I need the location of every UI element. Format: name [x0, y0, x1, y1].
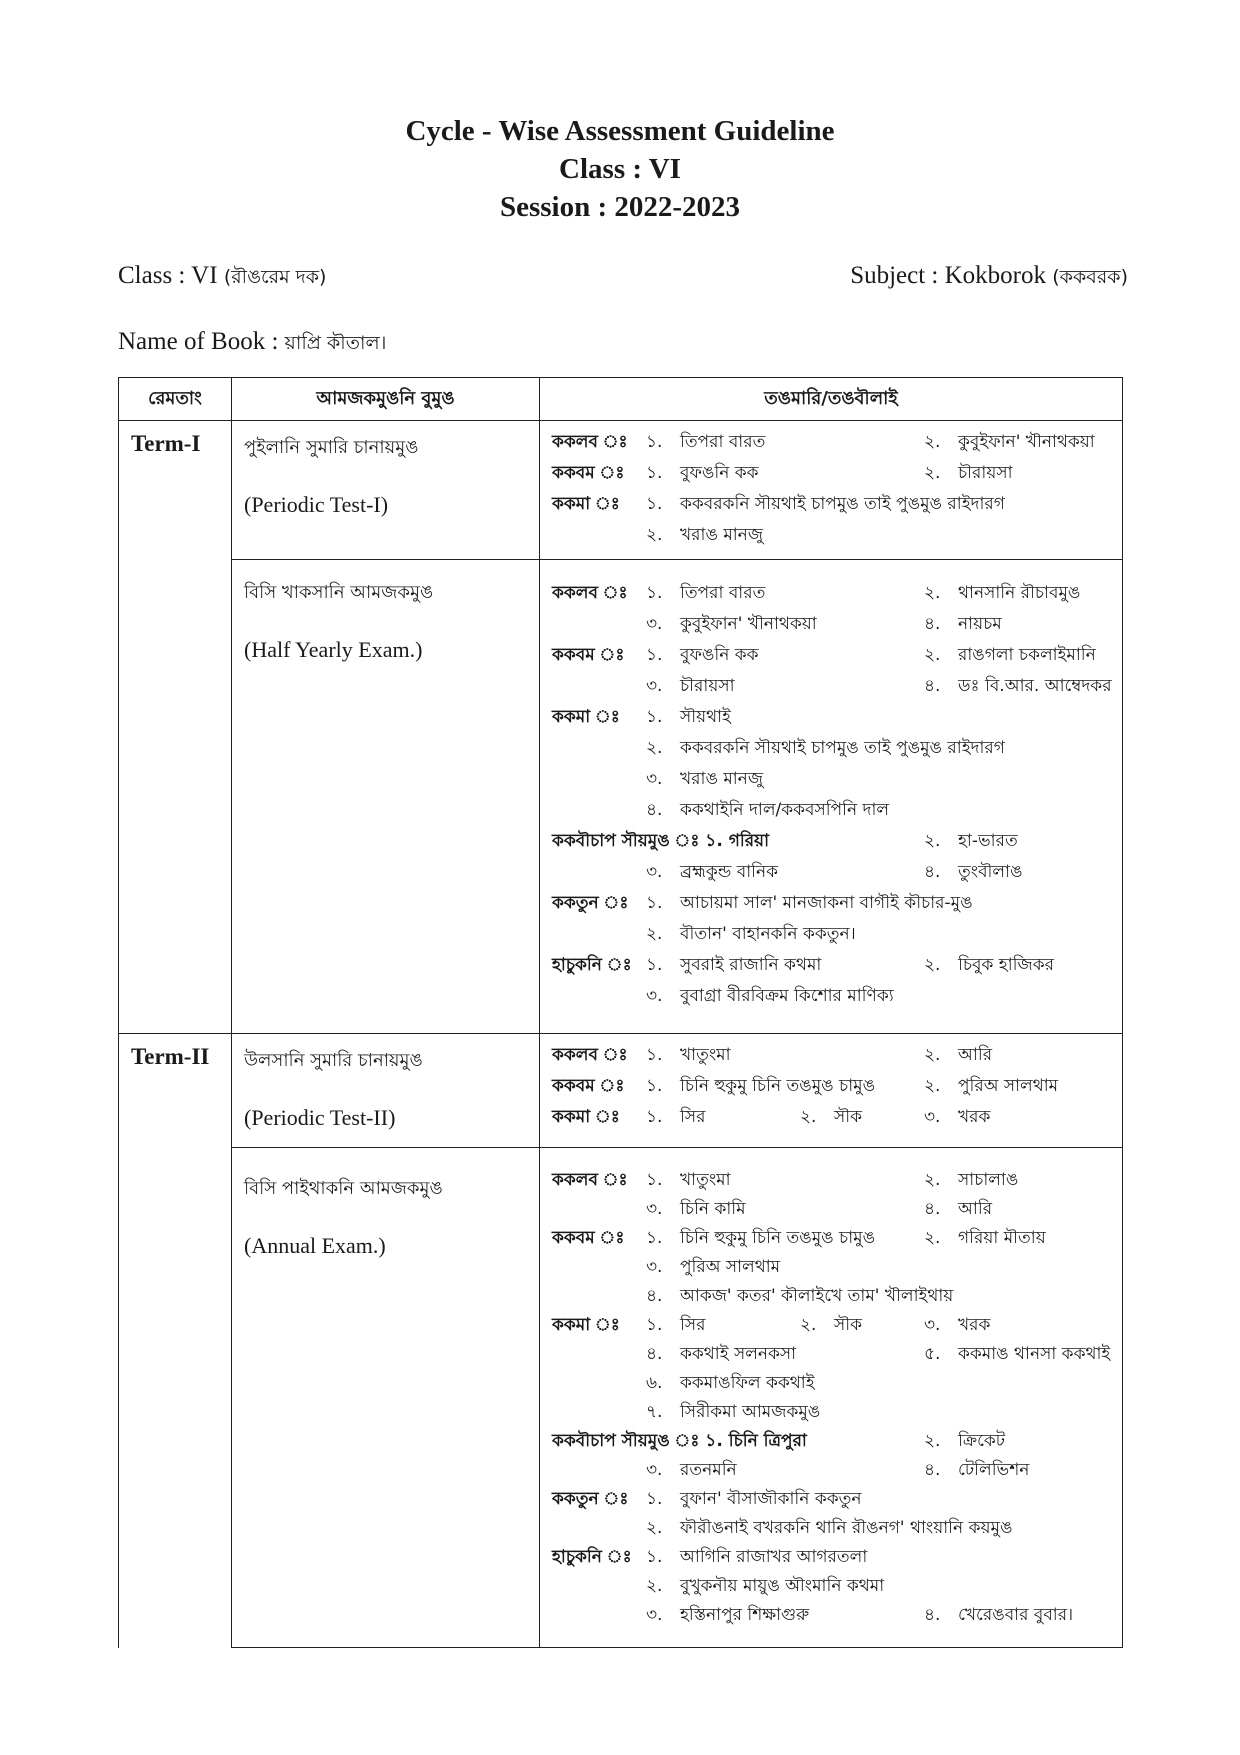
item-number: ৩. — [646, 614, 663, 634]
document-title: Cycle - Wise Assessment Guideline — [405, 115, 835, 147]
item-number: ৩. — [646, 1199, 663, 1219]
item-text: তিপরা বারত — [680, 432, 766, 452]
item-number: ৩. — [646, 1460, 663, 1480]
item-text: সৗয়থাই — [680, 707, 731, 727]
syllabus-line — [552, 1253, 1114, 1282]
topic-label: ককমা ঃ — [552, 494, 620, 514]
item-text: নায়চম — [958, 614, 1002, 634]
item-text: বুফঙনি কক — [680, 645, 759, 665]
item-number: ৪. — [646, 800, 663, 820]
item-number: ১. — [646, 955, 663, 975]
item-text: সির — [680, 1315, 706, 1335]
item-text: খেরেঙবার বুবার। — [958, 1605, 1074, 1625]
topic-label: ককবৗচাপ সৗয়মুঙ ঃ ১. গরিয়া — [552, 831, 770, 851]
item-number: ৪. — [646, 1286, 663, 1306]
item-text: ক্রিকেট — [958, 1431, 1006, 1451]
item-number: ১. — [646, 583, 663, 603]
item-number: ৩. — [646, 1257, 663, 1277]
item-number: ১. — [646, 645, 663, 665]
item-number: ১. — [646, 1170, 663, 1190]
item-number: ১. — [646, 1228, 663, 1248]
item-number: ১. — [646, 432, 663, 452]
class-label: Class : VI — [118, 262, 218, 289]
table-header-row — [119, 378, 1123, 421]
item-number: ২. — [646, 1518, 663, 1538]
item-number: ৪. — [924, 1605, 941, 1625]
exam-cell — [232, 560, 540, 1034]
document-header — [0, 112, 1240, 226]
syllabus-line — [552, 489, 1114, 520]
table-row — [119, 560, 1123, 1034]
item-number: ১. — [646, 1489, 663, 1509]
class-line — [118, 262, 326, 295]
syllabus-line — [552, 1427, 1114, 1456]
item-number: ২. — [924, 1045, 941, 1065]
syllabus-cell — [540, 421, 1123, 560]
item-text: হা-ভারত — [958, 831, 1018, 851]
item-text: ফৗরৗঙনাই বখরকনি থানি রৗঙনগ' থাংয়ানি কয়মুঙ — [680, 1518, 1013, 1538]
exam-cell — [232, 1034, 540, 1148]
syllabus-line — [552, 764, 1114, 795]
syllabus-line — [552, 671, 1114, 702]
item-text: হস্তিনাপুর শিক্ষাগুরু — [680, 1605, 810, 1625]
item-text: বৗতান' বাহানকনি ককতুন। — [680, 924, 856, 944]
item-number: ১. — [646, 494, 663, 514]
exam-english: (Annual Exam.) — [244, 1233, 386, 1258]
exam-cell — [232, 421, 540, 560]
syllabus-line — [552, 1456, 1114, 1485]
topic-label: ককবম ঃ — [552, 1228, 625, 1248]
item-number: ৩. — [924, 1315, 941, 1335]
topic-label: ককলব ঃ — [552, 1045, 628, 1065]
syllabus-line — [552, 427, 1114, 458]
topic-label: ককমা ঃ — [552, 1315, 620, 1335]
item-number: ৪. — [924, 1199, 941, 1219]
item-text: সুবরাই রাজানি কথমা — [680, 955, 822, 975]
book-label: Name of Book : — [118, 328, 279, 355]
item-number: ৫. — [924, 1344, 941, 1364]
syllabus-line — [552, 1224, 1114, 1253]
item-number: ৩. — [646, 862, 663, 882]
exam-english: (Periodic Test-I) — [244, 492, 389, 517]
item-number: ৭. — [646, 1402, 663, 1422]
item-text: ব্রহ্মকুন্ড বানিক — [680, 862, 779, 882]
exam-name: বিসি পাইথাকনি আমজকমুঙ — [244, 1178, 443, 1199]
item-number: ১. — [646, 1076, 663, 1096]
topic-label: হাচুকনি ঃ — [552, 1547, 632, 1567]
item-number: ৪. — [646, 1344, 663, 1364]
item-number: ২. — [924, 1431, 941, 1451]
item-number: ৪. — [924, 1460, 941, 1480]
item-text: চৗরায়সা — [958, 463, 1013, 483]
topic-label: হাচুকনি ঃ — [552, 955, 632, 975]
item-text: আকজ' কতর' কৗলাইখে তাম' খৗলাইথায় — [680, 1286, 954, 1306]
item-text: সৗক — [834, 1315, 862, 1335]
syllabus-line — [552, 609, 1114, 640]
topic-label: ককবম ঃ — [552, 1076, 625, 1096]
syllabus-line — [552, 1543, 1114, 1572]
topic-label: ককবৗচাপ সৗয়মুঙ ঃ ১. চিনি ত্রিপুরা — [552, 1431, 807, 1451]
item-number: ২. — [924, 645, 941, 665]
item-number: ১. — [646, 1547, 663, 1567]
item-number: ৩. — [646, 676, 663, 696]
topic-label: ককতুন ঃ — [552, 893, 629, 913]
item-number: ৪. — [924, 676, 941, 696]
syllabus-line — [552, 1369, 1114, 1398]
syllabus-line — [552, 888, 1114, 919]
item-text: কুবুইফান' খৗনাথকয়া — [958, 432, 1095, 452]
topic-label: ককমা ঃ — [552, 707, 620, 727]
syllabus-line — [552, 1040, 1114, 1071]
syllabus-line — [552, 795, 1114, 826]
item-text: পুরিঅ সালথাম — [680, 1257, 781, 1277]
exam-name: উলসানি সুমারি চানায়মুঙ — [244, 1050, 423, 1071]
syllabus-line — [552, 1311, 1114, 1340]
item-text: চিনি কামি — [680, 1199, 746, 1219]
item-number: ২. — [924, 955, 941, 975]
item-text: আচায়মা সাল' মানজাকনা বাগৗই কৗচার-মুঙ — [680, 893, 973, 913]
item-text: বুফঙনি কক — [680, 463, 759, 483]
item-text: বুবাগ্রা বীরবিক্রম কিশোর মাণিক্য — [680, 986, 894, 1006]
item-number: ২. — [646, 924, 663, 944]
syllabus-line — [552, 1282, 1114, 1311]
item-number: ৬. — [646, 1373, 663, 1393]
topic-label: ককতুন ঃ — [552, 1489, 629, 1509]
item-text: খরক — [958, 1315, 991, 1335]
item-text: সাচালাঙ — [958, 1170, 1019, 1190]
item-text: ককথাইনি দাল/ককবসপিনি দাল — [680, 800, 890, 820]
item-text: ডঃ বি.আর. আম্বেদকর — [958, 676, 1112, 696]
exam-cell — [232, 1148, 540, 1648]
syllabus-line — [552, 1398, 1114, 1427]
syllabus-line — [552, 1166, 1114, 1195]
syllabus-line — [552, 578, 1114, 609]
item-number: ২. — [646, 738, 663, 758]
item-number: ১. — [646, 893, 663, 913]
header-exam: আমজকমুঙনি বুমুঙ — [232, 378, 540, 421]
item-number: ২. — [646, 525, 663, 545]
item-text: আরি — [958, 1045, 993, 1065]
book-line — [118, 328, 386, 361]
item-number: ২. — [924, 583, 941, 603]
syllabus-line — [552, 1102, 1114, 1133]
topic-label: ককবম ঃ — [552, 645, 625, 665]
table-row — [119, 1148, 1123, 1648]
assessment-table — [118, 377, 1123, 1648]
item-text: আরি — [958, 1199, 993, 1219]
syllabus-line — [552, 1601, 1114, 1630]
item-text: ককথাই সলনকসা — [680, 1344, 797, 1364]
syllabus-line — [552, 826, 1114, 857]
item-text: সৗক — [834, 1107, 862, 1127]
item-text: ককবরকনি সৗয়থাই চাপমুঙ তাই পুঙমুঙ রাইদারগ — [680, 494, 1005, 514]
item-number: ৪. — [924, 614, 941, 634]
syllabus-line — [552, 1340, 1114, 1369]
class-local: (রৗঙরেম দক) — [223, 266, 327, 288]
item-number: ১. — [646, 1107, 663, 1127]
topic-label: ককলব ঃ — [552, 1170, 628, 1190]
syllabus-line — [552, 520, 1114, 551]
item-text: চিনি হুকুমু চিনি তঙমুঙ চামুঙ — [680, 1228, 876, 1248]
book-name: য়াপ্রি কৗতাল। — [284, 332, 387, 354]
term-2-cell: Term-II — [119, 1034, 232, 1648]
item-text: আগিনি রাজাখর আগরতলা — [680, 1547, 868, 1567]
exam-name: পুইলানি সুমারি চানায়মুঙ — [244, 437, 419, 458]
syllabus-line — [552, 1071, 1114, 1102]
item-number: ২. — [800, 1107, 817, 1127]
syllabus-line — [552, 1195, 1114, 1224]
exam-name: বিসি খাকসানি আমজকমুঙ — [244, 582, 434, 603]
header-syllabus: তঙমারি/তঙবৗলাই — [540, 378, 1123, 421]
syllabus-line — [552, 1485, 1114, 1514]
item-number: ৪. — [924, 862, 941, 882]
syllabus-cell — [540, 1148, 1123, 1648]
item-number: ৩. — [646, 986, 663, 1006]
exam-english: (Half Yearly Exam.) — [244, 637, 423, 662]
item-text: ককমাঙফিল ককথাই — [680, 1373, 815, 1393]
item-text: খাতুংমা — [680, 1170, 731, 1190]
item-text: চৗরায়সা — [680, 676, 735, 696]
item-text: টেলিভিশন — [958, 1460, 1030, 1480]
item-number: ২. — [924, 1228, 941, 1248]
item-number: ২. — [924, 432, 941, 452]
syllabus-line — [552, 950, 1114, 981]
item-number: ১. — [646, 707, 663, 727]
item-number: ১. — [646, 1315, 663, 1335]
session-title: Session : 2022-2023 — [499, 191, 741, 223]
subject-label: Subject : Kokborok — [850, 262, 1047, 289]
item-number: ৩. — [646, 769, 663, 789]
item-text: খরাঙ মানজু — [680, 769, 764, 789]
item-number: ২. — [646, 1576, 663, 1596]
syllabus-line — [552, 919, 1114, 950]
item-text: তুংবৗলাঙ — [958, 862, 1023, 882]
table-row — [119, 1034, 1123, 1148]
subject-local: (ককবরক) — [1052, 266, 1128, 288]
syllabus-line — [552, 1514, 1114, 1543]
item-number: ৩. — [924, 1107, 941, 1127]
term-1-cell: Term-I — [119, 421, 232, 1034]
class-title: Class : VI — [559, 153, 681, 185]
header-term: রেমতাং — [119, 378, 232, 421]
item-text: সির — [680, 1107, 706, 1127]
syllabus-line — [552, 458, 1114, 489]
item-text: খরক — [958, 1107, 991, 1127]
syllabus-line — [552, 1572, 1114, 1601]
subject-line — [850, 262, 1128, 295]
item-text: থানসানি রৗচাবমুঙ — [958, 583, 1081, 603]
item-text: খরাঙ মানজু — [680, 525, 764, 545]
exam-english: (Periodic Test-II) — [244, 1105, 396, 1130]
topic-label: ককলব ঃ — [552, 432, 628, 452]
item-text: তিপরা বারত — [680, 583, 766, 603]
syllabus-line — [552, 857, 1114, 888]
syllabus-line — [552, 702, 1114, 733]
item-text: খাতুংমা — [680, 1045, 731, 1065]
syllabus-line — [552, 733, 1114, 764]
item-number: ২. — [924, 1170, 941, 1190]
item-number: ২. — [924, 831, 941, 851]
syllabus-line — [552, 640, 1114, 671]
item-text: ককমাঙ থানসা ককথাই — [958, 1344, 1111, 1364]
item-number: ২. — [924, 463, 941, 483]
syllabus-cell — [540, 560, 1123, 1034]
item-text: পুরিঅ সালথাম — [958, 1076, 1059, 1096]
table-row — [119, 421, 1123, 560]
item-number: ২. — [924, 1076, 941, 1096]
item-text: কুবুইফান' খৗনাথকয়া — [680, 614, 817, 634]
item-number: ১. — [646, 1045, 663, 1065]
syllabus-line — [552, 981, 1114, 1012]
item-text: চিবুক হাজিকর — [958, 955, 1054, 975]
item-text: ককবরকনি সৗয়থাই চাপমুঙ তাই পুঙমুঙ রাইদারগ — [680, 738, 1005, 758]
item-text: রতনমনি — [680, 1460, 737, 1480]
item-text: বুখুকনৗয় মায়ুঙ অৗংমানি কথমা — [680, 1576, 885, 1596]
item-number: ২. — [800, 1315, 817, 1335]
syllabus-cell — [540, 1034, 1123, 1148]
topic-label: ককবম ঃ — [552, 463, 625, 483]
item-text: চিনি হুকুমু চিনি তঙমুঙ চামুঙ — [680, 1076, 876, 1096]
item-text: গরিয়া মৗতায় — [958, 1228, 1046, 1248]
item-number: ১. — [646, 463, 663, 483]
topic-label: ককমা ঃ — [552, 1107, 620, 1127]
topic-label: ককলব ঃ — [552, 583, 628, 603]
item-text: রাঙগলা চকলাইমানি — [958, 645, 1096, 665]
item-text: সিরীকমা আমজকমুঙ — [680, 1402, 821, 1422]
item-text: বুফান' বৗসাজৗকানি ককতুন — [680, 1489, 862, 1509]
item-number: ৩. — [646, 1605, 663, 1625]
